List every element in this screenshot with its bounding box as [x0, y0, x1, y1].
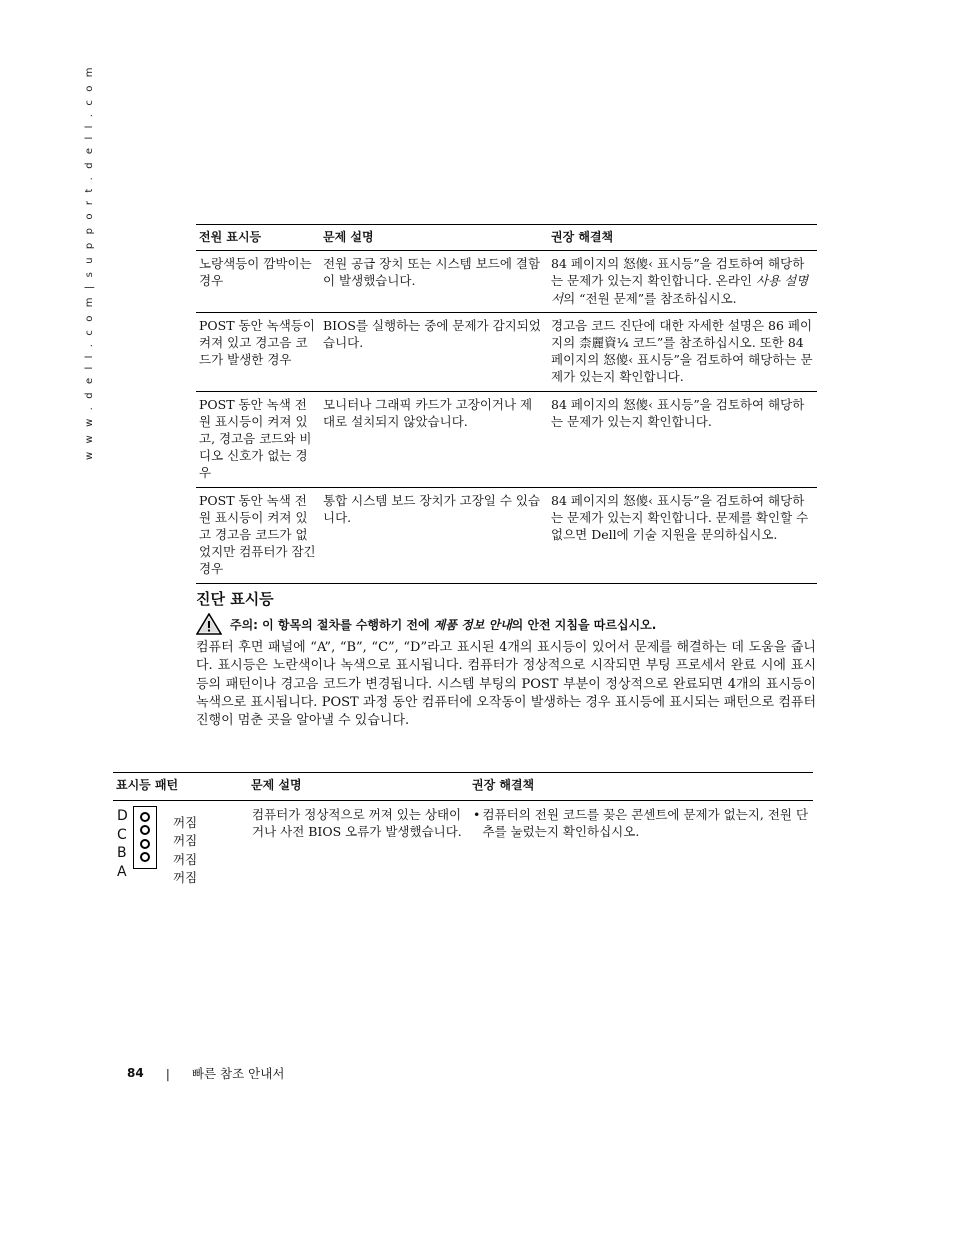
header-solution: 권장 해결책 — [548, 225, 817, 251]
page-footer — [127, 1064, 284, 1082]
table-row — [196, 487, 817, 583]
header-problem: 문제 설명 — [320, 225, 548, 251]
side-url: w w w . d e l l . c o m | s u p p o r t . d e l l . c o m — [84, 64, 95, 460]
cell-light: POST 동안 녹색등이 켜져 있고 경고음 코드가 발생한 경우 — [196, 312, 320, 391]
cell-light: 노랑색등이 깜박이는 경우 — [196, 251, 320, 313]
cell-problem: 전원 공급 장치 또는 시스템 보드에 결함이 발생했습니다. — [320, 251, 548, 313]
cell-solution: 84 페이지의 怒傻‹ 표시등”을 검토하여 해당하는 문제가 있는지 확인합니다. — [548, 391, 817, 487]
cell-solution: • 컴퓨터의 전원 코드를 꽂은 콘센트에 문제가 없는지, 전원 단추를 눌렀는지 확인하십시오. — [473, 807, 809, 840]
light-panel — [133, 806, 157, 869]
light-off-icon — [140, 839, 150, 849]
cell-light-pattern — [113, 801, 248, 893]
header-power-light: 전원 표시등 — [196, 225, 320, 251]
section-title: 진단 표시등 — [196, 590, 274, 608]
cell-light: POST 동안 녹색 전원 표시등이 켜져 있고 경고음 코드가 없었지만 컴퓨터가 잠긴 경우 — [196, 487, 320, 583]
cell-solution: 84 페이지의 怒傻‹ 표시등”을 검토하여 해당하는 문제가 있는지 확인합니다. 문제를 확인할 수 없으면 Dell에 기술 지원을 문의하십시오. — [548, 487, 817, 583]
cell-problem: BIOS를 실행하는 중에 문제가 감지되었습니다. — [320, 312, 548, 391]
light-off-icon — [140, 812, 150, 822]
light-off-icon — [140, 825, 150, 835]
table-header-row — [113, 773, 813, 801]
light-states: 꺼짐 꺼짐 꺼짐 꺼짐 — [173, 815, 198, 886]
cell-problem: 통합 시스템 보드 장치가 고장일 수 있습니다. — [320, 487, 548, 583]
diagnostic-light-table — [113, 772, 813, 893]
caution-notice: 주의: 이 항목의 절차를 수행하기 전에 제품 정보 안내의 안전 지침을 따르십시오. — [196, 613, 656, 635]
footer-separator: | — [165, 1065, 170, 1081]
cell-light: POST 동안 녹색 전원 표시등이 켜져 있고, 경고음 코드와 비디오 신호가 없는 경우 — [196, 391, 320, 487]
table-row — [196, 391, 817, 487]
intro-paragraph: 컴퓨터 후면 패널에 “A”, “B”, “C”, “D”라고 표시된 4개의 표시등이 있어서 문제를 해결하는 데 도움을 줍니다. 표시등은 노란색이나 녹색으로 표시됩니다. 컴퓨터가 정상적으로 시작되면 부팅 프로세서 완료 시에 표시등의 패턴이나 경고음 코드가 변경됩니다. 시스템 부팅의 POST 부분이 정상적으로 완료되면 4개의 표시등이 녹색으로 표시됩니다. POST 과정 동안 컴퓨터에 오작동이 발생하는 경우 표시등에 표시되는 패턴으로 컴퓨터 진행이 멈춘 곳을 알아낼 수 있습니다. — [196, 640, 816, 729]
table-header-row — [196, 225, 817, 251]
footer-title: 빠른 참조 안내서 — [191, 1066, 285, 1081]
page-number: 84 — [127, 1066, 144, 1080]
table-row — [196, 312, 817, 391]
cell-problem: 모니터나 그래픽 카드가 고장이거나 제대로 설치되지 않았습니다. — [320, 391, 548, 487]
light-letters: D C B A — [117, 808, 128, 880]
header-problem: 문제 설명 — [248, 773, 469, 801]
cell-solution: 경고음 코드 진단에 대한 자세한 설명은 86 페이지의 柰麗資¼ 코드”를 참조하십시오. 또한 84 페이지의 怒傻‹ 표시등”을 검토하여 해당하는 문제가 있는지 확인합니다. — [548, 312, 817, 391]
light-off-icon — [140, 852, 150, 862]
table-row — [113, 801, 813, 893]
header-light-pattern: 표시등 패턴 — [113, 773, 248, 801]
header-solution: 권장 해결책 — [469, 773, 813, 801]
cell-solution: 84 페이지의 怒傻‹ 표시등”을 검토하여 해당하는 문제가 있는지 확인합니다. 온라인 사용 설명서의 “전원 문제”를 참조하십시오. — [548, 251, 817, 313]
warning-icon — [196, 613, 222, 635]
cell-problem: 컴퓨터가 정상적으로 꺼져 있는 상태이거나 사전 BIOS 오류가 발생했습니다. — [252, 807, 462, 840]
table-row — [196, 251, 817, 313]
power-light-table — [196, 224, 817, 584]
